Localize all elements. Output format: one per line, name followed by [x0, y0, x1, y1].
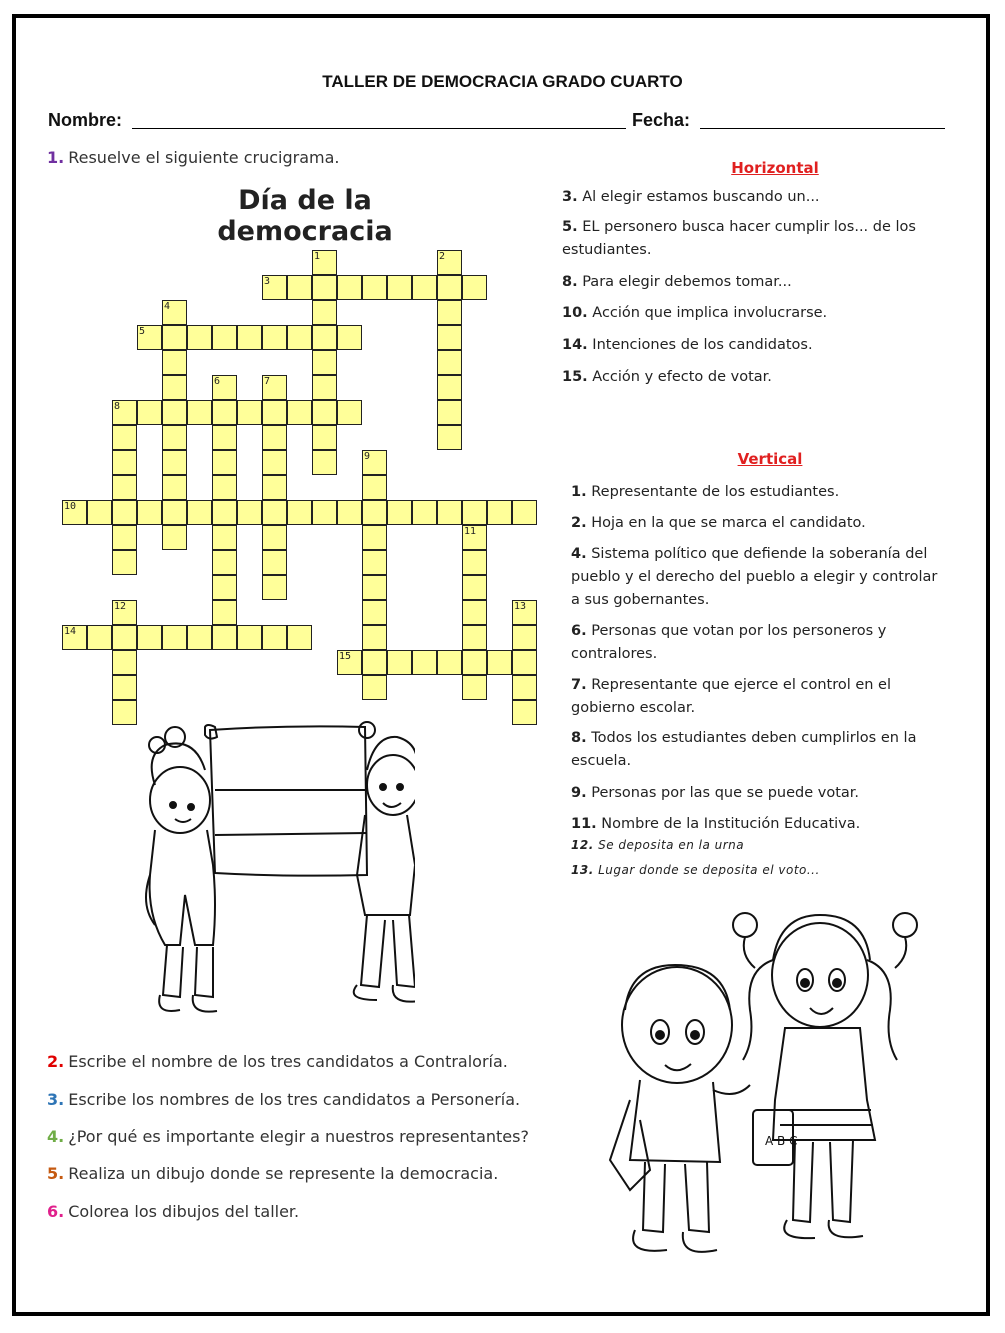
crossword-clue-number: 14	[64, 626, 77, 637]
crossword-cell[interactable]	[187, 400, 212, 425]
crossword-cell[interactable]	[162, 475, 187, 500]
question-text: Escribe los nombres de los tres candidatos a Personería.	[68, 1090, 521, 1109]
question-number: 3.	[47, 1090, 65, 1109]
crossword-cell[interactable]	[162, 375, 187, 400]
h-clue-number: 15.	[562, 369, 588, 385]
crossword-cell[interactable]	[112, 525, 137, 550]
crossword-cell[interactable]	[362, 500, 387, 525]
crossword-cell[interactable]	[362, 650, 387, 675]
crossword-cell[interactable]	[237, 625, 262, 650]
crossword-cell[interactable]	[212, 525, 237, 550]
v-clue-text: Se deposita en la urna	[598, 838, 745, 852]
crossword-cell[interactable]	[112, 625, 137, 650]
question-4	[47, 1127, 529, 1146]
h-clue-8	[562, 271, 942, 294]
crossword-cell[interactable]	[187, 325, 212, 350]
h-clue-number: 8.	[562, 274, 578, 290]
crossword-cell[interactable]	[437, 500, 462, 525]
crossword-cell[interactable]	[312, 400, 337, 425]
crossword-cell[interactable]	[262, 400, 287, 425]
crossword-cell[interactable]	[112, 500, 137, 525]
crossword-cell[interactable]	[112, 450, 137, 475]
crossword-cell[interactable]	[212, 400, 237, 425]
v-clue-13	[571, 859, 941, 882]
h-clue-3	[562, 186, 942, 209]
name-field[interactable]	[132, 128, 626, 129]
crossword-cell[interactable]	[512, 500, 537, 525]
v-clue-text: Sistema político que defiende la soberanía del pueblo y el derecho del pueblo a elegir y controlar a sus gobernantes.	[571, 546, 938, 608]
crossword-cell[interactable]	[362, 275, 387, 300]
date-field[interactable]	[700, 128, 945, 129]
crossword-cell[interactable]	[437, 325, 462, 350]
crossword-cell[interactable]	[312, 450, 337, 475]
question-number: 5.	[47, 1164, 65, 1183]
crossword-cell[interactable]	[212, 450, 237, 475]
crossword-clue-number: 9	[364, 451, 371, 462]
crossword-cell[interactable]	[437, 350, 462, 375]
crossword-cell[interactable]	[187, 625, 212, 650]
crossword-cell[interactable]	[162, 350, 187, 375]
crossword-clue-number: 15	[339, 651, 352, 662]
crossword-cell[interactable]	[387, 275, 412, 300]
crossword-cell[interactable]	[337, 275, 362, 300]
vertical-heading: Vertical	[737, 450, 803, 468]
crossword-cell[interactable]	[287, 275, 312, 300]
crossword-clue-number: 8	[114, 401, 121, 412]
crossword-cell[interactable]	[362, 550, 387, 575]
crossword-cell[interactable]	[337, 500, 362, 525]
h-clue-number: 14.	[562, 337, 588, 353]
h-clue-5	[562, 216, 942, 262]
crossword-clue-number: 4	[164, 301, 171, 312]
crossword-cell[interactable]	[262, 450, 287, 475]
question-2	[47, 1052, 508, 1071]
crossword-cell[interactable]	[212, 475, 237, 500]
crossword-title: Día de la democracia	[217, 185, 393, 247]
crossword-cell[interactable]	[162, 500, 187, 525]
question-1-number: 1.	[47, 148, 65, 167]
crossword-cell[interactable]	[362, 475, 387, 500]
question-text: ¿Por qué es importante elegir a nuestros representantes?	[68, 1127, 529, 1146]
crossword-cell[interactable]	[262, 425, 287, 450]
question-number: 4.	[47, 1127, 65, 1146]
crossword-cell[interactable]	[262, 500, 287, 525]
crossword-cell[interactable]	[137, 400, 162, 425]
question-number: 6.	[47, 1202, 65, 1221]
crossword-cell[interactable]	[512, 675, 537, 700]
crossword-cell[interactable]	[162, 625, 187, 650]
h-clue-10	[562, 302, 942, 325]
crossword-cell[interactable]	[212, 500, 237, 525]
v-clue-number: 6.	[571, 623, 587, 639]
question-6	[47, 1202, 299, 1221]
crossword-clue-number: 2	[439, 251, 446, 262]
crossword-cell[interactable]	[437, 650, 462, 675]
h-clue-text: Acción y efecto de votar.	[592, 369, 772, 385]
h-clue-number: 5.	[562, 219, 578, 235]
crossword-cell[interactable]	[312, 325, 337, 350]
crossword-clue-number: 12	[114, 601, 127, 612]
crossword-cell[interactable]	[237, 400, 262, 425]
crossword-cell[interactable]	[462, 575, 487, 600]
h-clue-text: Al elegir estamos buscando un...	[582, 189, 820, 205]
v-clue-number: 9.	[571, 785, 587, 801]
crossword-cell[interactable]	[387, 650, 412, 675]
question-text: Realiza un dibujo donde se represente la democracia.	[68, 1164, 499, 1183]
crossword-cell[interactable]	[437, 375, 462, 400]
name-label: Nombre:	[48, 110, 123, 130]
crossword-cell[interactable]	[162, 525, 187, 550]
h-clue-number: 3.	[562, 189, 578, 205]
crossword-cell[interactable]	[262, 575, 287, 600]
crossword-cell[interactable]	[162, 425, 187, 450]
crossword-cell[interactable]	[112, 650, 137, 675]
v-clue-4	[571, 543, 941, 612]
horizontal-heading: Horizontal	[731, 159, 819, 177]
crossword-cell[interactable]	[362, 600, 387, 625]
crossword-cell[interactable]	[112, 475, 137, 500]
crossword-cell[interactable]	[112, 675, 137, 700]
v-clue-8	[571, 727, 941, 773]
crossword-cell[interactable]	[462, 650, 487, 675]
crossword-cell[interactable]	[312, 425, 337, 450]
crossword-cell[interactable]	[387, 500, 412, 525]
crossword-cell[interactable]	[412, 650, 437, 675]
v-clue-number: 2.	[571, 515, 587, 531]
crossword-cell[interactable]	[212, 425, 237, 450]
crossword-cell[interactable]	[337, 325, 362, 350]
crossword-clue-number: 11	[464, 526, 477, 537]
v-clue-number: 12.	[571, 838, 594, 852]
v-clue-12	[571, 834, 941, 857]
question-1-text: Resuelve el siguiente crucigrama.	[68, 148, 340, 167]
crossword-cell[interactable]	[437, 275, 462, 300]
v-clue-number: 11.	[571, 816, 597, 832]
crossword-clue-number: 1	[314, 251, 321, 262]
crossword-cell[interactable]	[437, 300, 462, 325]
crossword-cell[interactable]	[137, 500, 162, 525]
h-clue-text: EL personero busca hacer cumplir los... de los estudiantes.	[562, 219, 916, 258]
crossword-cell[interactable]	[87, 500, 112, 525]
crossword-cell[interactable]	[212, 550, 237, 575]
crossword-cell[interactable]	[412, 275, 437, 300]
v-clue-number: 7.	[571, 677, 587, 693]
crossword-cell[interactable]	[512, 650, 537, 675]
crossword-cell[interactable]	[212, 600, 237, 625]
question-1	[47, 148, 339, 167]
crossword-cell[interactable]	[437, 425, 462, 450]
crossword-cell[interactable]	[462, 675, 487, 700]
h-clue-15	[562, 366, 942, 389]
svg-text:A B C: A B C	[765, 1134, 798, 1148]
crossword-cell[interactable]	[112, 550, 137, 575]
v-clue-text: Representante que ejerce el control en el gobierno escolar.	[571, 677, 892, 716]
crossword-cell[interactable]	[312, 300, 337, 325]
crossword-cell[interactable]	[337, 400, 362, 425]
crossword-cell[interactable]	[312, 275, 337, 300]
v-clue-number: 1.	[571, 484, 587, 500]
crossword-cell[interactable]	[262, 625, 287, 650]
crossword-cell[interactable]	[437, 400, 462, 425]
crossword-cell[interactable]	[262, 475, 287, 500]
crossword-clue-number: 7	[264, 376, 271, 387]
v-clue-number: 13.	[571, 863, 594, 877]
crossword-cell[interactable]	[162, 450, 187, 475]
crossword-cell[interactable]	[362, 575, 387, 600]
crossword-clue-number: 10	[64, 501, 77, 512]
crossword-cell[interactable]	[462, 600, 487, 625]
v-clue-text: Nombre de la Institución Educativa.	[601, 816, 861, 832]
crossword-cell[interactable]	[462, 500, 487, 525]
crossword-cell[interactable]	[162, 325, 187, 350]
crossword-cell[interactable]	[287, 400, 312, 425]
crossword-cell[interactable]	[262, 550, 287, 575]
question-number: 2.	[47, 1052, 65, 1071]
v-clue-7	[571, 674, 941, 720]
v-clue-9	[571, 782, 941, 805]
crossword-cell[interactable]	[487, 650, 512, 675]
page-title: TALLER DE DEMOCRACIA GRADO CUARTO	[322, 72, 683, 91]
crossword-cell[interactable]	[237, 325, 262, 350]
v-clue-2	[571, 512, 941, 535]
v-clue-text: Representante de los estudiantes.	[591, 484, 840, 500]
h-clue-number: 10.	[562, 305, 588, 321]
crossword-cell[interactable]	[362, 675, 387, 700]
children-walking-illustration	[605, 900, 925, 1280]
v-clue-text: Lugar donde se deposita el voto...	[598, 863, 820, 877]
v-clue-1	[571, 481, 941, 504]
v-clue-text: Todos los estudiantes deben cumplirlos en la escuela.	[571, 730, 917, 769]
crossword-cell[interactable]	[312, 350, 337, 375]
date-label: Fecha:	[632, 110, 691, 130]
question-text: Colorea los dibujos del taller.	[68, 1202, 300, 1221]
crossword-clue-number: 5	[139, 326, 146, 337]
v-clue-6	[571, 620, 941, 666]
h-clue-text: Acción que implica involucrarse.	[592, 305, 828, 321]
question-text: Escribe el nombre de los tres candidatos a Contraloría.	[68, 1052, 508, 1071]
crossword-cell[interactable]	[462, 550, 487, 575]
crossword-cell[interactable]	[212, 575, 237, 600]
crossword-cell[interactable]	[212, 325, 237, 350]
crossword-cell[interactable]	[212, 625, 237, 650]
crossword-cell[interactable]	[112, 700, 137, 725]
crossword-clue-number: 6	[214, 376, 221, 387]
crossword-cell[interactable]	[362, 525, 387, 550]
h-clue-14	[562, 334, 942, 357]
crossword-cell[interactable]	[362, 625, 387, 650]
crossword-cell[interactable]	[312, 375, 337, 400]
v-clue-text: Personas por las que se puede votar.	[591, 785, 860, 801]
question-5	[47, 1164, 498, 1183]
h-clue-text: Para elegir debemos tomar...	[582, 274, 792, 290]
crossword-cell[interactable]	[312, 500, 337, 525]
crossword-cell[interactable]	[287, 325, 312, 350]
v-clue-11	[571, 813, 941, 836]
v-clue-number: 8.	[571, 730, 587, 746]
crossword-cell[interactable]	[412, 500, 437, 525]
crossword-cell[interactable]	[262, 525, 287, 550]
crossword-clue-number: 3	[264, 276, 271, 287]
h-clue-text: Intenciones de los candidatos.	[592, 337, 813, 353]
crossword-cell[interactable]	[187, 500, 212, 525]
crossword-cell[interactable]	[287, 500, 312, 525]
crossword-cell[interactable]	[462, 275, 487, 300]
crossword-cell[interactable]	[287, 625, 312, 650]
crossword-clue-number: 13	[514, 601, 527, 612]
v-clue-number: 4.	[571, 546, 587, 562]
crossword-cell[interactable]	[262, 325, 287, 350]
crossword-cell[interactable]	[512, 700, 537, 725]
crossword-cell[interactable]	[487, 500, 512, 525]
v-clue-text: Hoja en la que se marca el candidato.	[591, 515, 866, 531]
v-clue-text: Personas que votan por los personeros y contralores.	[571, 623, 887, 662]
crossword-cell[interactable]	[137, 625, 162, 650]
crossword-cell[interactable]	[237, 500, 262, 525]
crossword-cell[interactable]	[112, 425, 137, 450]
crossword-cell[interactable]	[512, 625, 537, 650]
children-holding-flag-illustration	[135, 715, 415, 1035]
question-3	[47, 1090, 520, 1109]
crossword-cell[interactable]	[162, 400, 187, 425]
crossword-cell[interactable]	[87, 625, 112, 650]
crossword-cell[interactable]	[462, 625, 487, 650]
